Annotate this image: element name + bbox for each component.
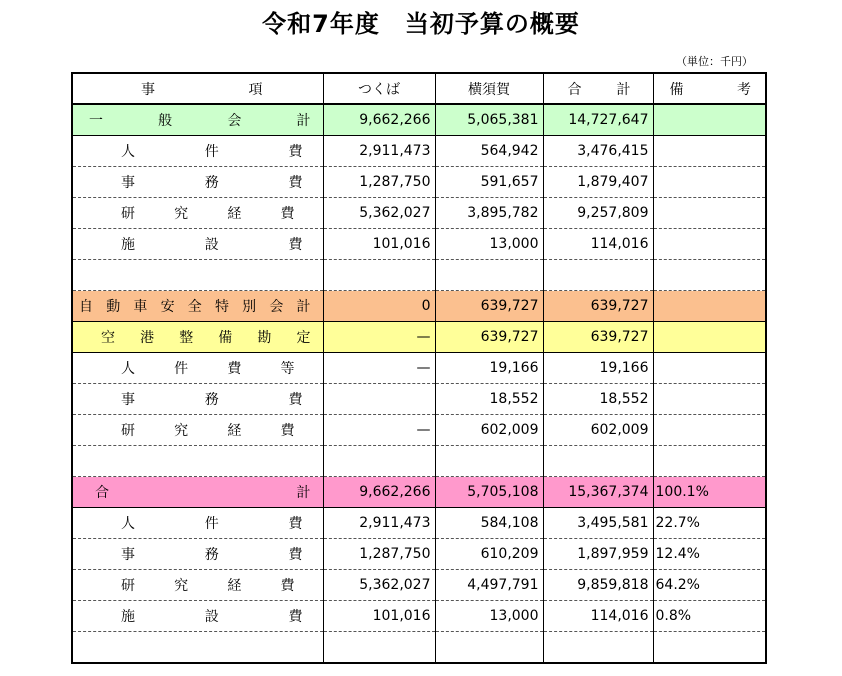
- item-label-char: 研: [121, 423, 135, 439]
- yokosuka-cell: 18,552: [435, 384, 543, 415]
- row-blank: [72, 446, 766, 477]
- item-label-char: 費: [280, 578, 295, 594]
- item-label-char: 人: [121, 361, 135, 377]
- item-cell: [72, 229, 323, 260]
- tsukuba-cell: 101,016: [323, 601, 435, 632]
- tsukuba-cell: 9,662,266: [323, 477, 435, 508]
- yokosuka-cell: 639,727: [435, 291, 543, 322]
- item-label-char: 費: [280, 206, 295, 222]
- header-item-char: 項: [248, 81, 263, 98]
- item-label-char: 費: [227, 361, 242, 377]
- total-cell: 639,727: [543, 322, 653, 353]
- note-cell: 0.8%: [653, 601, 766, 632]
- row-research: [72, 415, 766, 446]
- total-cell: 602,009: [543, 415, 653, 446]
- total-cell: 14,727,647: [543, 104, 653, 136]
- unit-note: （単位：千円）: [676, 55, 753, 68]
- budget-table: [71, 72, 767, 664]
- item-label-char: 経: [227, 578, 242, 594]
- item-label-char: 定: [296, 330, 311, 346]
- yokosuka-cell: 13,000: [435, 601, 543, 632]
- total-cell: 1,879,407: [543, 167, 653, 198]
- yokosuka-cell: 639,727: [435, 322, 543, 353]
- header-item: [72, 73, 323, 104]
- item-label-char: 整: [179, 330, 194, 346]
- yokosuka-cell: 5,065,381: [435, 104, 543, 136]
- item-cell: [72, 322, 323, 353]
- item-label-char: 勘: [257, 330, 272, 346]
- total-cell: 3,476,415: [543, 136, 653, 167]
- item-label-char: 動: [106, 299, 121, 315]
- note-cell: [653, 291, 766, 322]
- yokosuka-cell: [435, 632, 543, 664]
- item-label-char: 研: [121, 206, 135, 222]
- header-row: [72, 73, 766, 104]
- total-cell: 114,016: [543, 229, 653, 260]
- header-total-char: 計: [616, 81, 631, 98]
- note-cell: 12.4%: [653, 539, 766, 570]
- item-label-char: 研: [121, 578, 135, 594]
- tsukuba-cell: 5,362,027: [323, 570, 435, 601]
- item-label-char: 計: [296, 299, 311, 315]
- item-label-char: 事: [121, 547, 135, 563]
- item-label-char: 設: [204, 237, 219, 253]
- note-cell: [653, 260, 766, 291]
- note-cell: [653, 384, 766, 415]
- item-label-char: 計: [296, 113, 311, 129]
- row-facilities: [72, 601, 766, 632]
- yokosuka-cell: [435, 446, 543, 477]
- item-label-char: 全: [187, 299, 202, 315]
- item-cell: [72, 415, 323, 446]
- item-label-char: 務: [204, 175, 219, 191]
- item-cell: [72, 601, 323, 632]
- note-cell: [653, 632, 766, 664]
- note-cell: [653, 446, 766, 477]
- item-cell: [72, 446, 323, 477]
- tsukuba-cell: 1,287,750: [323, 167, 435, 198]
- item-label-char: 究: [174, 206, 189, 222]
- note-cell: [653, 322, 766, 353]
- item-label-char: 費: [288, 516, 303, 532]
- item-label-char: 施: [121, 609, 135, 625]
- item-label-char: 費: [288, 392, 303, 408]
- yokosuka-cell: 591,657: [435, 167, 543, 198]
- header-item-char: 事: [141, 81, 155, 98]
- tsukuba-cell: 2,911,473: [323, 508, 435, 539]
- item-label-char: 人: [121, 516, 135, 532]
- tsukuba-cell: [323, 384, 435, 415]
- row-research: [72, 198, 766, 229]
- note-cell: 64.2%: [653, 570, 766, 601]
- row-airport-account: [72, 322, 766, 353]
- tsukuba-cell: 0: [323, 291, 435, 322]
- tsukuba-cell: 2,911,473: [323, 136, 435, 167]
- note-cell: [653, 136, 766, 167]
- item-label-char: 費: [288, 144, 303, 160]
- item-cell: [72, 539, 323, 570]
- total-cell: 114,016: [543, 601, 653, 632]
- header-total-char: 合: [567, 81, 582, 98]
- note-cell: [653, 198, 766, 229]
- item-label-char: 費: [288, 609, 303, 625]
- yokosuka-cell: 19,166: [435, 353, 543, 384]
- item-label-char: 合: [95, 485, 109, 501]
- item-cell: [72, 198, 323, 229]
- tsukuba-cell: —: [323, 322, 435, 353]
- item-label-char: 件: [174, 361, 189, 377]
- item-cell: [72, 477, 323, 508]
- header-yokosuka: 横須賀: [435, 73, 543, 104]
- header-note: [653, 73, 766, 104]
- note-cell: [653, 229, 766, 260]
- total-cell: 9,859,818: [543, 570, 653, 601]
- item-label-char: 経: [227, 423, 242, 439]
- yokosuka-cell: 3,895,782: [435, 198, 543, 229]
- item-cell: [72, 384, 323, 415]
- row-facilities: [72, 229, 766, 260]
- item-label-char: 費: [288, 175, 303, 191]
- tsukuba-cell: [323, 260, 435, 291]
- item-label-char: 車: [133, 299, 148, 315]
- note-cell: [653, 415, 766, 446]
- note-cell: [653, 353, 766, 384]
- item-cell: [72, 353, 323, 384]
- page-title: 令和7年度 当初予算の概要: [262, 10, 580, 38]
- tsukuba-cell: [323, 446, 435, 477]
- item-cell: [72, 508, 323, 539]
- row-office: [72, 167, 766, 198]
- item-cell: [72, 570, 323, 601]
- item-label-char: 事: [121, 175, 135, 191]
- yokosuka-cell: 5,705,108: [435, 477, 543, 508]
- header-tsukuba: つくば: [323, 73, 435, 104]
- note-cell: [653, 104, 766, 136]
- tsukuba-cell: 101,016: [323, 229, 435, 260]
- item-label-char: 務: [204, 547, 219, 563]
- item-label-char: 究: [174, 423, 189, 439]
- item-label-char: 務: [204, 392, 219, 408]
- row-office: [72, 384, 766, 415]
- header-note-char: 備: [669, 81, 684, 98]
- item-cell: [72, 291, 323, 322]
- item-cell: [72, 167, 323, 198]
- note-cell: [653, 167, 766, 198]
- header-total: [543, 73, 653, 104]
- row-personnel: [72, 508, 766, 539]
- item-label-char: 会: [227, 113, 242, 129]
- yokosuka-cell: 4,497,791: [435, 570, 543, 601]
- item-label-char: 別: [242, 299, 257, 315]
- row-office: [72, 539, 766, 570]
- row-personnel: [72, 136, 766, 167]
- item-label-char: 費: [288, 547, 303, 563]
- row-auto-safety-special: [72, 291, 766, 322]
- total-cell: 15,367,374: [543, 477, 653, 508]
- total-cell: [543, 446, 653, 477]
- tsukuba-cell: [323, 632, 435, 664]
- item-label-char: 件: [204, 144, 219, 160]
- item-label-char: 施: [121, 237, 135, 253]
- item-label-char: 安: [160, 299, 175, 315]
- tsukuba-cell: 1,287,750: [323, 539, 435, 570]
- tsukuba-cell: —: [323, 353, 435, 384]
- item-label-char: 会: [269, 299, 284, 315]
- item-label-char: 計: [296, 485, 311, 501]
- yokosuka-cell: [435, 260, 543, 291]
- item-label-char: 費: [288, 237, 303, 253]
- item-label-char: 備: [218, 330, 233, 346]
- yokosuka-cell: 602,009: [435, 415, 543, 446]
- row-blank: [72, 260, 766, 291]
- item-label-char: 特: [214, 299, 229, 315]
- item-cell: [72, 632, 323, 664]
- tsukuba-cell: 5,362,027: [323, 198, 435, 229]
- item-label-char: 港: [140, 330, 155, 346]
- item-label-char: 設: [204, 609, 219, 625]
- row-personnel-etc: [72, 353, 766, 384]
- item-label-char: 自: [79, 299, 93, 315]
- item-label-char: 空: [101, 330, 115, 346]
- item-label-char: 究: [174, 578, 189, 594]
- total-cell: 19,166: [543, 353, 653, 384]
- row-grand-total: [72, 477, 766, 508]
- yokosuka-cell: 584,108: [435, 508, 543, 539]
- item-label-char: 般: [158, 113, 173, 129]
- row-blank: [72, 632, 766, 664]
- item-label-char: 事: [121, 392, 135, 408]
- row-research: [72, 570, 766, 601]
- item-label-char: 経: [227, 206, 242, 222]
- total-cell: 3,495,581: [543, 508, 653, 539]
- item-cell: [72, 260, 323, 291]
- item-label-char: 件: [204, 516, 219, 532]
- item-cell: [72, 104, 323, 136]
- header-note-char: 考: [737, 81, 751, 98]
- yokosuka-cell: 13,000: [435, 229, 543, 260]
- tsukuba-cell: —: [323, 415, 435, 446]
- total-cell: [543, 260, 653, 291]
- item-cell: [72, 136, 323, 167]
- yokosuka-cell: 564,942: [435, 136, 543, 167]
- item-label-char: 費: [280, 423, 295, 439]
- total-cell: 18,552: [543, 384, 653, 415]
- item-label-char: 等: [280, 361, 295, 377]
- yokosuka-cell: 610,209: [435, 539, 543, 570]
- total-cell: [543, 632, 653, 664]
- total-cell: 639,727: [543, 291, 653, 322]
- note-cell: 22.7%: [653, 508, 766, 539]
- note-cell: 100.1%: [653, 477, 766, 508]
- tsukuba-cell: 9,662,266: [323, 104, 435, 136]
- total-cell: 1,897,959: [543, 539, 653, 570]
- row-general-account: [72, 104, 766, 136]
- item-label-char: 一: [89, 113, 103, 129]
- item-label-char: 人: [121, 144, 135, 160]
- total-cell: 9,257,809: [543, 198, 653, 229]
